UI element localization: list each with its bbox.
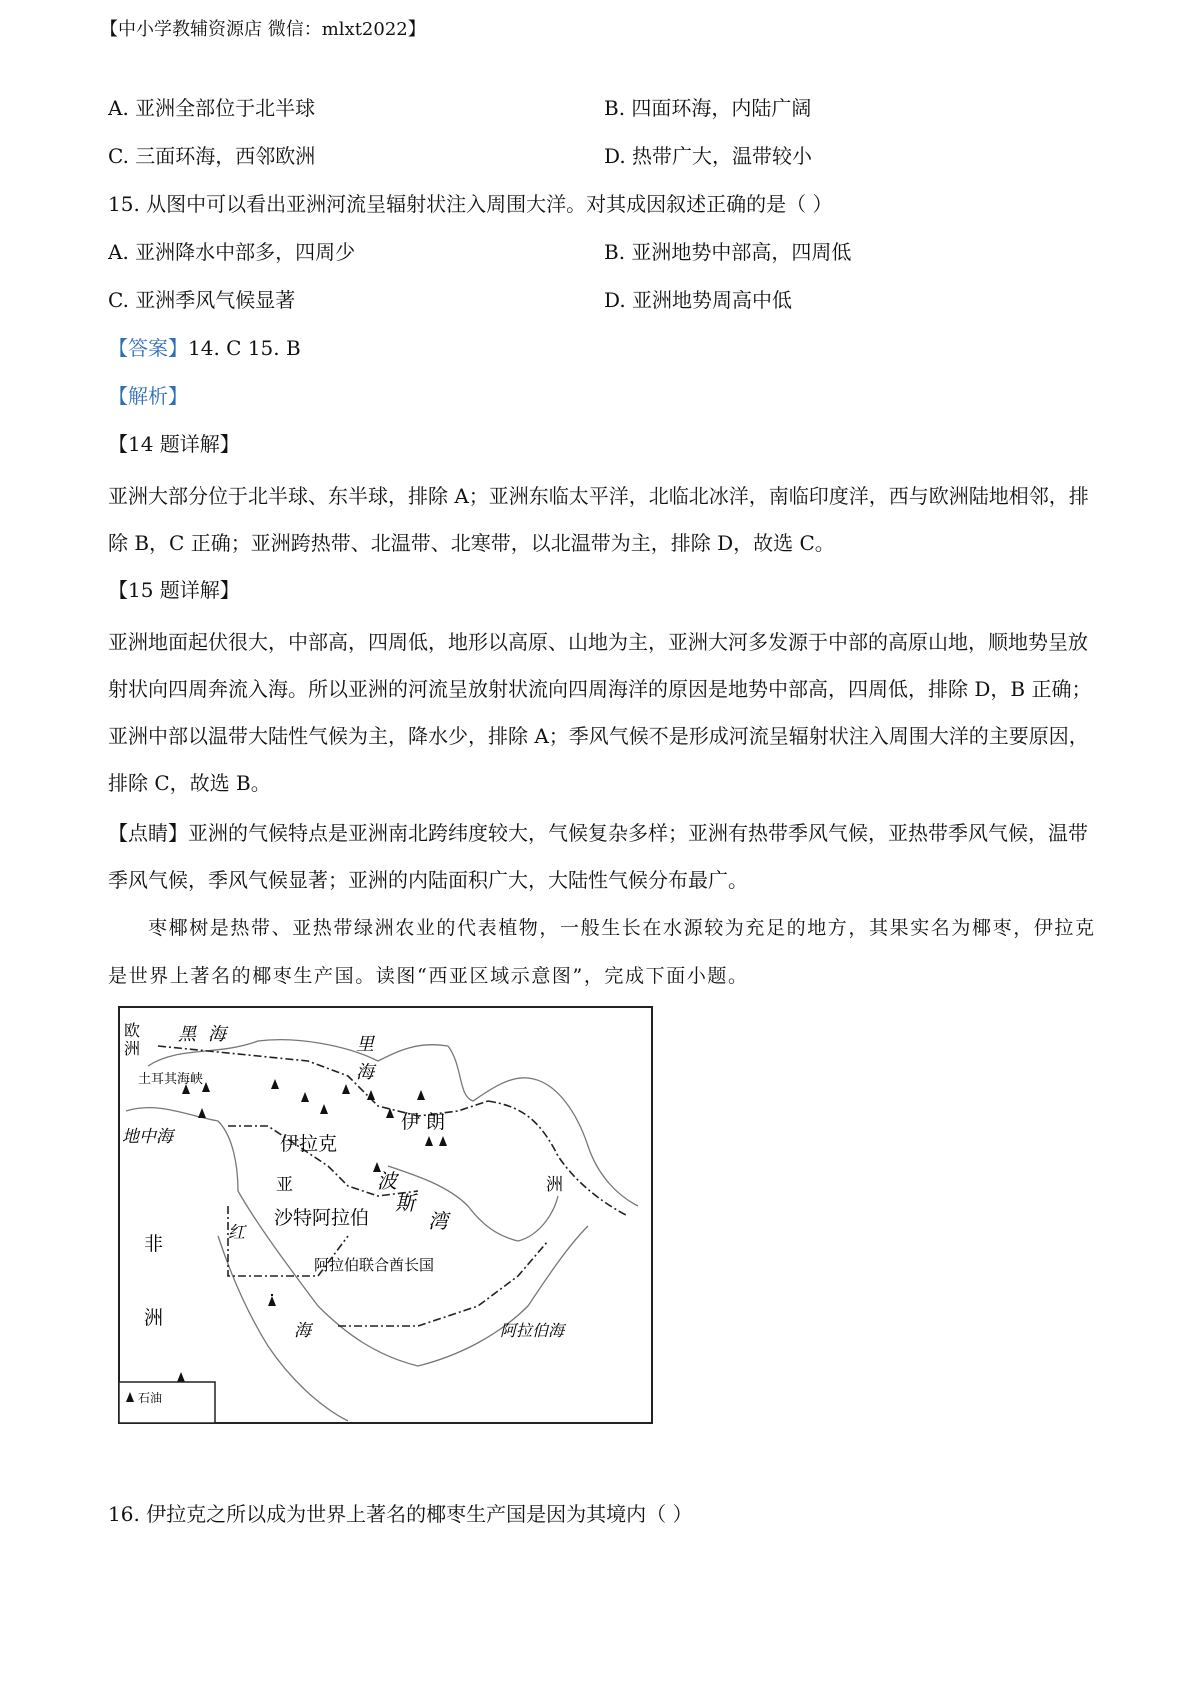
- detail15-body: 亚洲地面起伏很大，中部高，四周低，地形以高原、山地为主，亚洲大河多发源于中部的高原山地，顺地势呈放射状向四周奔流入海。所以亚洲的河流呈放射状流向四周海洋的原因是地势中部高，四周低，排除 D，B 正确；亚洲中部以温带大陆性气候为主，降水少，排除 A；季风气候不是形成河流呈辐射状注入周围大洋的主要原因，排除 C，故选 B。: [108, 630, 1092, 795]
- label-black-sea-2: 海: [208, 1024, 226, 1045]
- map-frame: [119, 1007, 652, 1423]
- label-red-hai: 海: [294, 1321, 311, 1341]
- tip-paragraph: [108, 810, 1098, 904]
- label-strait: 土耳其海峡: [138, 1072, 204, 1087]
- q15-option-a: A. 亚洲降水中部多，四周少: [108, 240, 356, 264]
- q14-option-c: C. 三面环海，西邻欧洲: [108, 144, 316, 168]
- label-asia-ya: 亚: [276, 1175, 293, 1195]
- label-asia-zhou: 洲: [546, 1175, 563, 1195]
- label-uae: 阿拉伯联合酋长国: [314, 1256, 435, 1274]
- map-legend: [119, 1382, 215, 1423]
- answer-text: 14. C 15. B: [188, 336, 301, 360]
- label-red-hong: 红: [228, 1223, 245, 1243]
- label-caspian-1: 里: [356, 1034, 374, 1055]
- q15-stem: 15. 从图中可以看出亚洲河流呈辐射状注入周围大洋。对其成因叙述正确的是（ ）: [108, 192, 833, 216]
- west-asia-map: [118, 1006, 653, 1424]
- q16-stem: 16. 伊拉克之所以成为世界上著名的椰枣生产国是因为其境内（ ）: [108, 1502, 693, 1526]
- header-watermark: 【中小学教辅资源店 微信：mlxt2022】: [100, 19, 426, 40]
- answer-line: [108, 334, 301, 362]
- q15-option-d: D. 亚洲地势周高中低: [604, 288, 793, 312]
- tip-tag: 【点睛】: [108, 821, 188, 845]
- label-persian-bo: 波: [377, 1169, 397, 1193]
- label-africa-fei: 非: [144, 1233, 164, 1255]
- intro-paragraph: 枣椰树是热带、亚热带绿洲农业的代表植物，一般生长在水源较为充足的地方，其果实名为椰枣，伊拉克是世界上著名的椰枣生产国。读图“西亚区域示意图”，完成下面小题。: [108, 917, 1096, 987]
- label-africa-zhou: 洲: [144, 1307, 164, 1329]
- label-black-sea-1: 黑: [178, 1024, 196, 1045]
- answer-tag: 【答案】: [108, 336, 188, 360]
- label-arabian-sea: 阿拉伯海: [500, 1321, 565, 1340]
- label-saudi: 沙特阿拉伯: [274, 1207, 370, 1229]
- label-caspian-2: 海: [356, 1062, 374, 1083]
- q15-option-b: B. 亚洲地势中部高，四周低: [604, 240, 852, 264]
- label-iraq: 伊拉克: [280, 1133, 338, 1155]
- analysis-tag: 【解析】: [108, 384, 188, 408]
- label-europe: 欧洲: [124, 1021, 141, 1058]
- detail14-title: 【14 题详解】: [108, 432, 240, 456]
- detail14-body: 亚洲大部分位于北半球、东半球，排除 A；亚洲东临太平洋，北临北冰洋，南临印度洋，西与欧洲陆地相邻，排除 B，C 正确；亚洲跨热带、北温带、北寒带，以北温带为主，排除 D，故选 C。: [108, 484, 1089, 555]
- q14-option-b: B. 四面环海，内陆广阔: [604, 96, 812, 120]
- tip-body: 亚洲的气候特点是亚洲南北跨纬度较大，气候复杂多样；亚洲有热带季风气候，亚热带季风气候，温带季风气候，季风气候显著；亚洲的内陆面积广大，大陆性气候分布最广。: [108, 821, 1088, 892]
- legend-label: 石油: [138, 1391, 163, 1405]
- label-persian-wan: 湾: [428, 1209, 448, 1233]
- q14-option-a: A. 亚洲全部位于北半球: [108, 96, 316, 120]
- detail15-title: 【15 题详解】: [108, 578, 240, 602]
- q14-option-d: D. 热带广大，温带较小: [604, 144, 813, 168]
- label-persian-si: 斯: [395, 1191, 415, 1215]
- label-mediterranean: 地中海: [122, 1127, 173, 1147]
- label-iran: 伊 朗: [401, 1111, 446, 1133]
- q15-option-c: C. 亚洲季风气候显著: [108, 288, 296, 312]
